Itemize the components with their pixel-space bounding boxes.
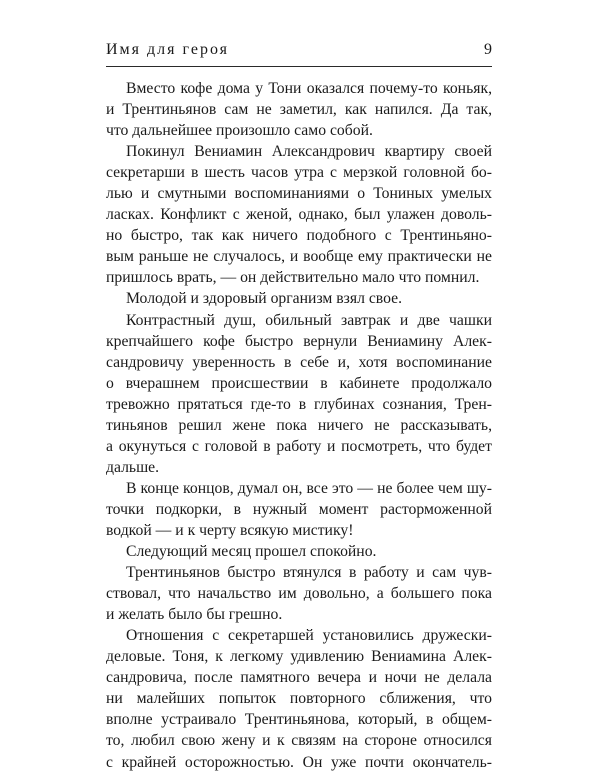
text-line: секретарши в шесть часов утра с мерзкой головной бо-	[106, 164, 492, 182]
running-title: Имя для героя	[106, 41, 230, 58]
text-line: Трентиньянов быстро втянулся в работу и сам чув-	[126, 564, 492, 582]
header-rule	[106, 66, 492, 67]
body-text	[106, 78, 492, 773]
text-line: а окунуться с головой в работу и посмотреть, что будет	[106, 437, 492, 455]
text-line: точки подкорки, в нужный момент расторможенной	[106, 500, 492, 518]
text-line: сандровичу уверенность в себе и, хотя воспоминание	[106, 353, 492, 371]
text-line: деловые. Тоня, к легкому удивлению Вениамина Алек-	[106, 648, 492, 666]
text-line: и Трентиньянов сам не заметил, как напился. Да так,	[106, 101, 492, 119]
text-line: Отношения с секретаршей установились дружески-	[126, 627, 492, 645]
text-line: о вчерашнем происшествии в кабинете продолжало	[106, 374, 492, 392]
text-line: Следующий месяц прошел спокойно.	[126, 543, 377, 561]
text-line: то, любил свою жену и к связям на стороне относился	[106, 732, 492, 750]
text-line: но быстро, так как ничего подобного с Трентиньяно-	[106, 227, 492, 245]
text-line: лью и смутными воспоминаниями о Тониных умелых	[106, 185, 492, 203]
text-line: ствовал, что начальство им довольно, а большего пока	[106, 585, 492, 603]
text-line: тиньянов решил жене пока ничего не рассказывать,	[106, 416, 492, 434]
text-line: водкой — и к черту всякую мистику!	[106, 521, 354, 539]
text-line: Контрастный душ, обильный завтрак и две чашки	[126, 311, 492, 329]
text-line: вым раньше не случалось, и вообще ему практически не	[106, 248, 492, 266]
text-line: Молодой и здоровый организм взял свое.	[126, 290, 403, 308]
text-line: В конце концов, думал он, все это — не более чем шу-	[126, 479, 492, 497]
text-line: сандровича, после памятного вечера и ночи не делала	[106, 669, 492, 687]
text-line: пришлось врать, — он действительно мало что помнил.	[106, 269, 480, 287]
text-line: вполне устраивало Трентиньянова, который, в общем-	[106, 711, 492, 729]
text-line: ни малейших попыток повторного сближения, что	[106, 690, 492, 708]
running-head	[106, 40, 492, 64]
page-number: 9	[484, 41, 492, 58]
text-line: с крайней осторожностью. Он уже почти окончатель-	[106, 753, 492, 771]
text-line: что дальнейшее произошло само собой.	[106, 122, 373, 140]
text-line: тревожно прятаться где-то в глубинах сознания, Трен-	[106, 395, 492, 413]
text-line: крепчайшего кофе быстро вернули Вениамину Алек-	[106, 332, 492, 350]
text-line: ласках. Конфликт с женой, однако, был улажен доволь-	[106, 206, 492, 224]
text-line: Покинул Вениамин Александрович квартиру своей	[126, 143, 492, 161]
text-line: дальше.	[106, 458, 160, 476]
text-line: Вместо кофе дома у Тони оказался почему-то коньяк,	[126, 80, 492, 97]
text-line: и желать было бы грешно.	[106, 606, 283, 624]
